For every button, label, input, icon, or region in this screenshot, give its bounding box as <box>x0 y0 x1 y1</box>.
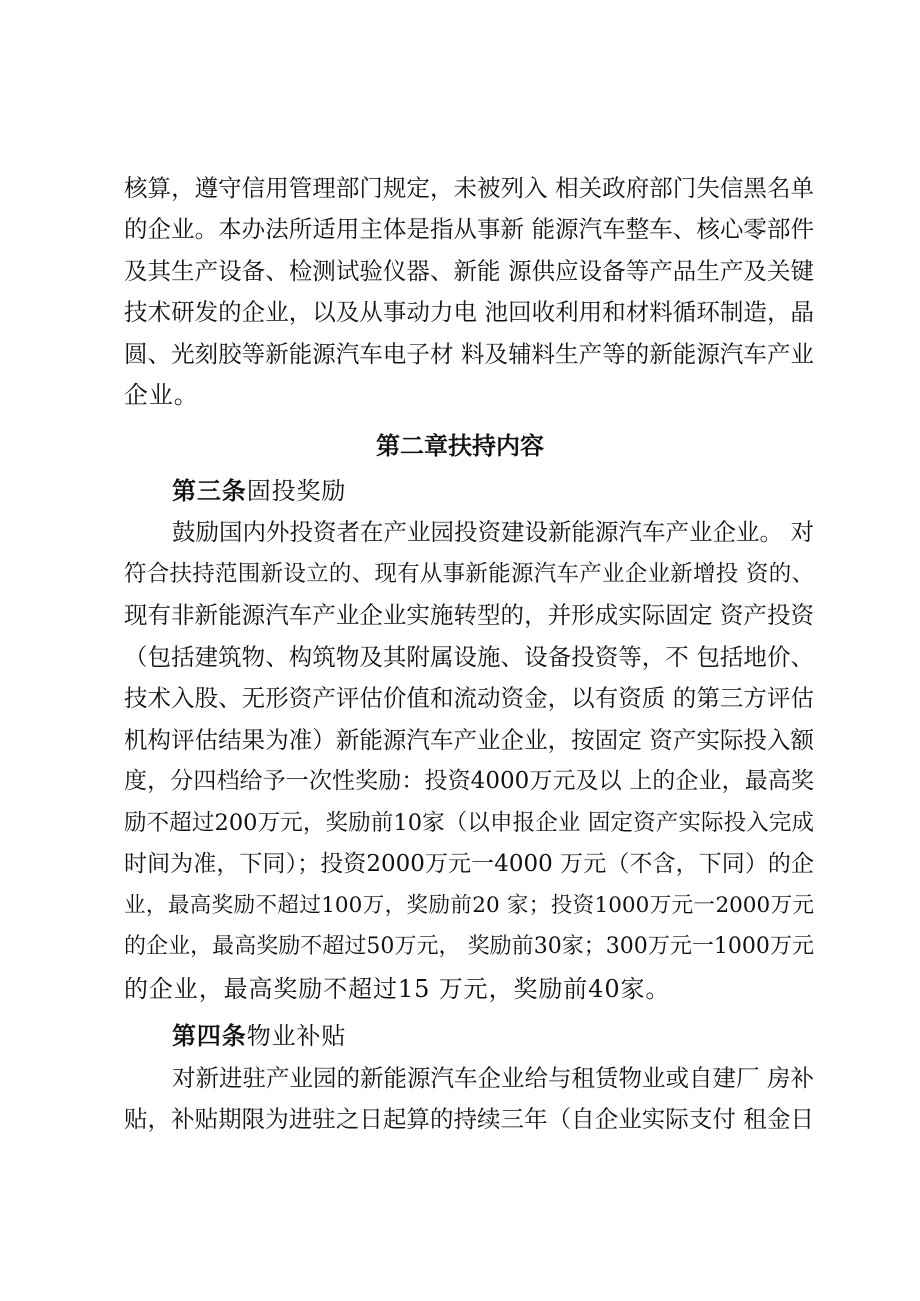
intro-line-2: 的企业。本办法所适用主体是指从事新 能源汽车整车、核心零部件 <box>124 215 814 243</box>
article-3-line-8: 励不超过200万元，奖励前10家（以申报企业 固定资产实际投入完成 <box>124 810 814 836</box>
intro-line-3: 及其生产设备、检测试验仪器、新能 源供应设备等产品生产及关键 <box>124 257 814 285</box>
article-3-line-10: 业，最高奖励不超过100万，奖励前20 家；投资1000万元一2000万元 <box>124 893 814 918</box>
article-3-line-4: （包括建筑物、构筑物及其附属设施、设备投资等，不 包括地价、 <box>124 643 814 671</box>
article-3-heading <box>172 476 814 506</box>
article-3-line-1: 鼓励国内外投资者在产业园投资建设新能源汽车产业企业。 对 <box>172 518 814 546</box>
article-4-heading <box>172 1021 814 1051</box>
intro-line-4: 技术研发的企业，以及从事动力电 池回收利用和材料循环制造，晶 <box>124 298 814 326</box>
article-3-label: 第三条 <box>172 476 247 505</box>
article-3-line-12: 的企业，最高奖励不超过15 万元，奖励前40家。 <box>124 975 671 1003</box>
article-3-line-5: 技术入股、无形资产评估价值和流动资金，以有资质 的第三方评估 <box>124 684 814 712</box>
article-3-line-11: 的企业，最高奖励不超过50万元， 奖励前30家；300万元一1000万元 <box>124 934 814 959</box>
intro-line-1: 核算，遵守信用管理部门规定，未被列入 相关政府部门失信黑名单 <box>124 174 814 202</box>
article-3-line-9: 时间为准，下同）；投资2000万元一4000 万元（不含，下同）的企 <box>124 851 814 877</box>
article-4-line-2: 贴，补贴期限为进驻之日起算的持续三年（自企业实际支付 租金日 <box>124 1105 814 1133</box>
article-3-line-2: 符合扶持范围新设立的、现有从事新能源汽车产业企业新增投 资的、 <box>124 561 814 587</box>
article-4-line-1: 对新进驻产业园的新能源汽车企业给与租赁物业或自建厂 房补 <box>172 1064 814 1092</box>
article-3-line-7: 度，分四档给予一次性奖励：投资4000万元及以 上的企业，最高奖 <box>124 768 814 794</box>
article-3-line-6: 机构评估结果为准）新能源汽车产业企业，按固定 资产实际投入额 <box>124 726 814 754</box>
intro-line-6: 企业。 <box>124 381 199 409</box>
article-3-line-3: 现有非新能源汽车产业企业实施转型的，并形成实际固定 资产投资 <box>124 601 814 629</box>
article-4-title: 物业补贴 <box>246 1022 347 1050</box>
article-3-title: 固投奖励 <box>246 477 347 505</box>
chapter-title: 第二章扶持内容 <box>376 431 544 460</box>
article-4-label: 第四条 <box>172 1021 247 1050</box>
intro-line-5: 圆、光刻胶等新能源汽车电子材 料及辅料生产等的新能源汽车产业 <box>124 340 814 368</box>
